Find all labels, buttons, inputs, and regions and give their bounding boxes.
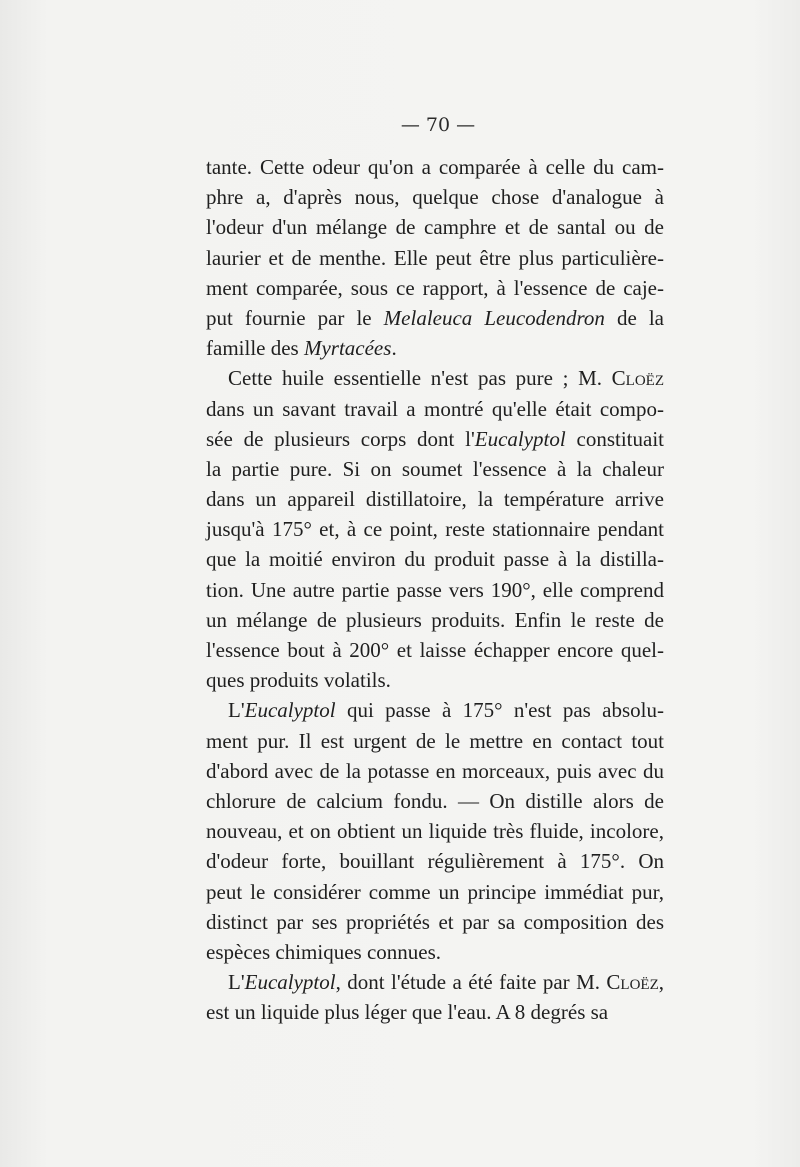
text-line — [206, 695, 664, 725]
italic-term: Eucalyptol — [244, 970, 336, 995]
text-run: que la moitié environ du produit passe à la distilla- — [206, 547, 664, 572]
text-line — [206, 575, 664, 605]
text-line — [206, 786, 664, 816]
text-run: L' — [228, 698, 245, 723]
text-line — [206, 454, 664, 484]
text-line — [206, 877, 664, 907]
text-run: famille des — [206, 336, 304, 361]
text-line — [206, 333, 664, 363]
page-number: — 70 — — [400, 114, 476, 136]
paragraph — [206, 363, 664, 695]
text-run: tion. Une autre partie passe vers 190°, elle comprend — [206, 577, 664, 602]
text-line — [206, 756, 664, 786]
italic-term: Eucalyptol — [474, 426, 566, 451]
text-run: ment pur. Il est urgent de le mettre en contact tout — [206, 728, 664, 753]
text-run: espèces chimiques connues. — [206, 939, 442, 964]
text-run: , — [658, 970, 664, 995]
text-line — [206, 816, 664, 846]
text-run: d'odeur forte, bouillant régulièrement à 175°. On — [206, 849, 664, 874]
text-run: , dont l'étude a été faite par M. — [335, 970, 607, 995]
text-line — [206, 182, 664, 212]
text-line — [206, 937, 664, 967]
text-line — [206, 967, 664, 997]
text-run: l'odeur d'un mélange de camphre et de santal ou de — [206, 215, 664, 240]
text-run: constituait — [565, 426, 664, 451]
text-line — [206, 243, 664, 273]
text-run: Cette huile essentielle n'est pas pure ; M. — [228, 366, 612, 391]
text-line — [206, 273, 664, 303]
text-run: est un liquide plus léger que l'eau. A 8 degrés sa — [206, 1000, 609, 1025]
text-line — [206, 514, 664, 544]
body-text — [206, 152, 664, 1027]
text-run: dans un savant travail a montré qu'elle était compo- — [206, 396, 664, 421]
text-run: ques produits volatils. — [206, 668, 391, 693]
text-run: nouveau, et on obtient un liquide très fluide, incolore, — [206, 819, 664, 844]
text-run: put fournie par le — [206, 305, 384, 330]
text-run: l'essence bout à 200° et laisse échapper encore quel- — [206, 638, 664, 662]
author-name: Cloëz — [611, 366, 664, 391]
paragraph — [206, 967, 664, 1027]
text-run: chlorure de calcium fondu. — On distille alors de — [206, 788, 664, 813]
text-run: . — [391, 336, 397, 361]
text-line — [206, 635, 664, 665]
text-line — [206, 544, 664, 574]
text-run: dans un appareil distillatoire, la température arrive — [206, 487, 664, 512]
text-line — [206, 997, 664, 1027]
text-line — [206, 907, 664, 937]
text-run: L' — [228, 970, 245, 995]
text-line — [206, 846, 664, 876]
text-run: qui passe à 175° n'est pas absolu- — [335, 698, 664, 723]
text-run: distinct par ses propriétés et par sa composition des — [206, 909, 664, 934]
paragraph — [206, 152, 664, 363]
text-run: laurier et de menthe. Elle peut être plus particulière- — [206, 245, 664, 270]
text-line — [206, 303, 664, 333]
text-run: ment comparée, sous ce rapport, à l'essence de caje- — [206, 275, 664, 300]
italic-term: Melaleuca Leucodendron — [383, 305, 605, 330]
text-line — [206, 212, 664, 242]
text-run: un mélange de plusieurs produits. Enfin le reste de — [206, 607, 664, 632]
text-line — [206, 665, 664, 695]
text-line — [206, 152, 664, 182]
text-run: la partie pure. Si on soumet l'essence à la chaleur — [206, 456, 664, 481]
text-line — [206, 605, 664, 635]
paragraph — [206, 695, 664, 967]
text-run: phre a, d'après nous, quelque chose d'analogue à — [206, 185, 664, 210]
italic-term: Myrtacées — [303, 336, 392, 361]
text-line — [206, 424, 664, 454]
text-line — [206, 363, 664, 393]
text-line — [206, 394, 664, 424]
text-run: d'abord avec de la potasse en morceaux, puis avec du — [206, 758, 664, 783]
author-name: Cloëz — [606, 970, 659, 995]
text-line — [206, 484, 664, 514]
italic-term: Eucalyptol — [244, 698, 336, 723]
text-run: jusqu'à 175° et, à ce point, reste stationnaire pendant — [206, 517, 664, 542]
text-run: tante. Cette odeur qu'on a comparée à celle du cam- — [206, 155, 664, 179]
text-run: de la — [604, 305, 664, 330]
text-line — [206, 726, 664, 756]
text-run: sée de plusieurs corps dont l' — [206, 426, 475, 451]
text-run: peut le considérer comme un principe immédiat pur, — [206, 879, 664, 904]
